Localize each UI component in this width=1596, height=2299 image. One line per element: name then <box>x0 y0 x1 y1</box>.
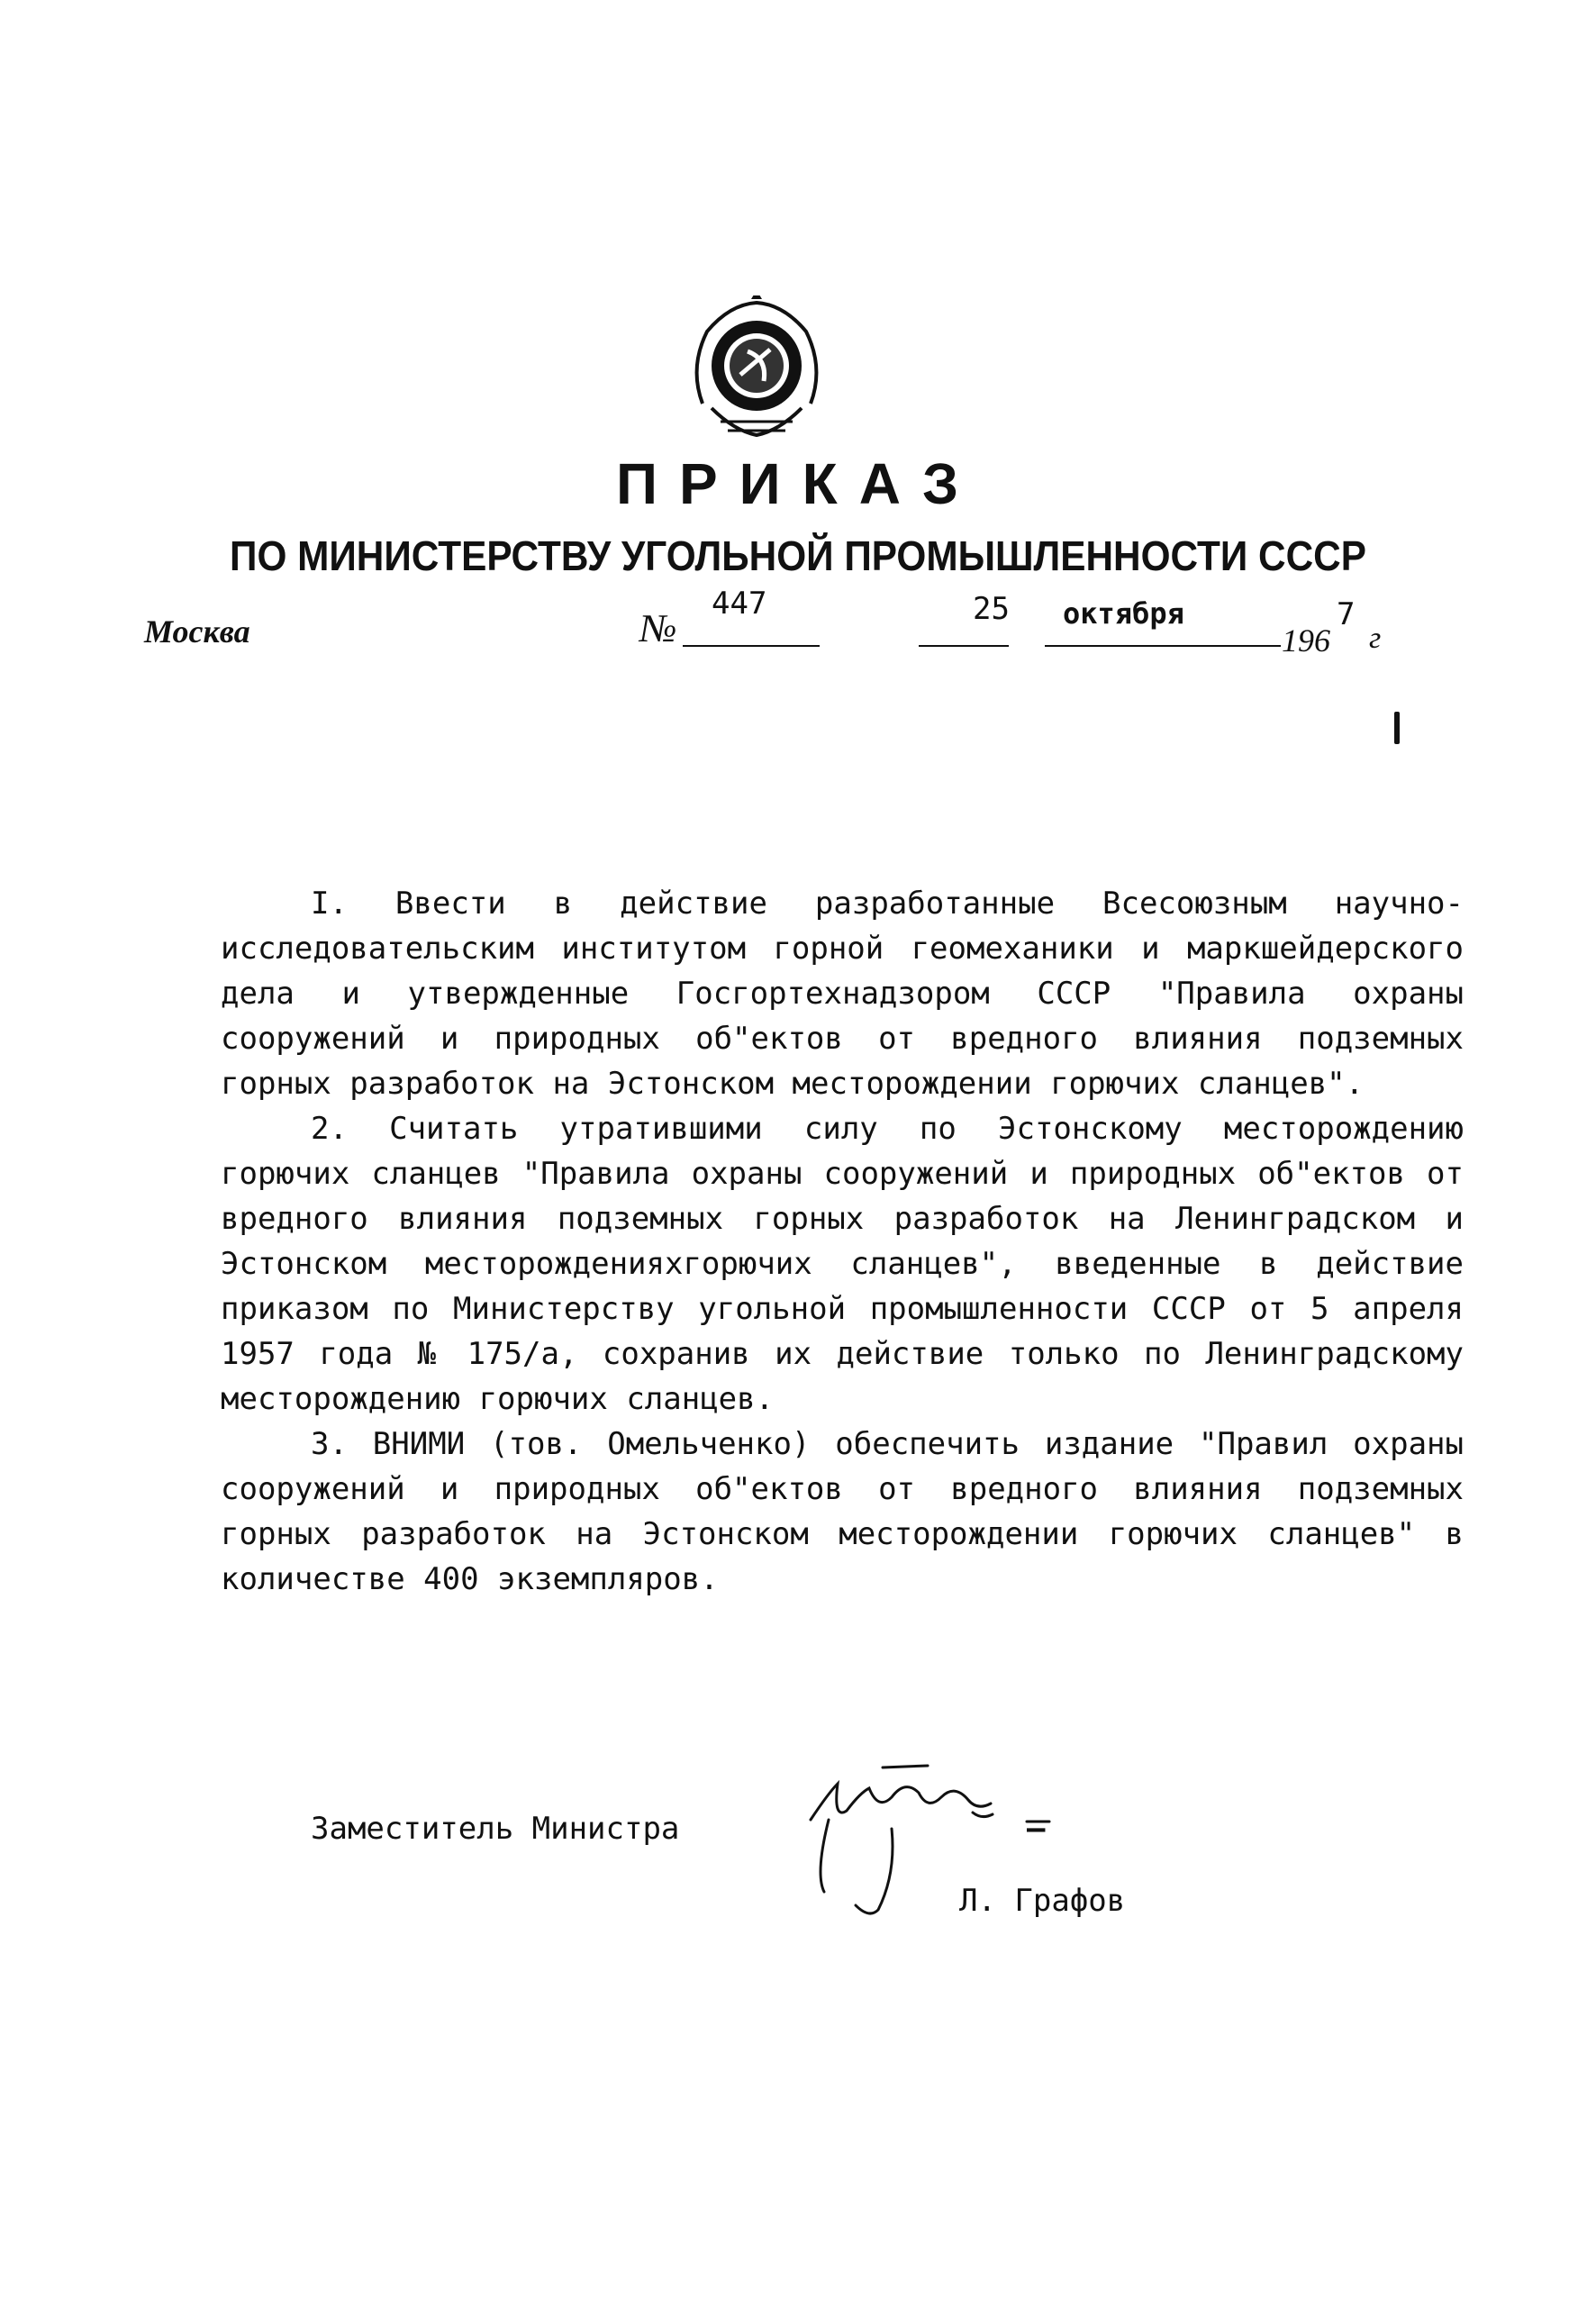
order-item-2: 2. Считать утратившими силу по Эстонскому месторождению горючих сланцев "Правила охраны сооружений и природных об"ектов от вредного влияния подземных горных разработок на Ленинградском и Эстонском месторожденияхгорючих сланцев", введенные в действие приказом по Министерству угольной промышленности СССР от 5 апреля 1957 года № 175/а, сохранив их действие только по Ленинградскому месторождению горючих сланцев. <box>221 1111 1464 1417</box>
page-title: ПРИКАЗ <box>615 451 981 516</box>
signatory-position: Заместитель Министра <box>311 1811 680 1847</box>
year-digit: 7 <box>1337 596 1356 632</box>
order-month: октября <box>1063 596 1184 631</box>
page-subtitle: ПО МИНИСТЕРСТВУ УГОЛЬНОЙ ПРОМЫШЛЕННОСТИ СССР <box>230 532 1366 579</box>
order-item-3: 3. ВНИМИ (тов. Омельченко) обеспечить издание "Правил охраны сооружений и природных об"ектов от вредного влияния подземных горных разработок на Эстонском месторождении горючих сланцев" в количестве 400 экземпляров. <box>221 1426 1464 1597</box>
ussr-coat-of-arms-icon <box>685 295 829 443</box>
order-number: 447 <box>712 586 767 622</box>
order-item-1: I. Ввести в действие разработанные Всесоюзным научно-исследовательским институтом горной геомеханики и маркшейдерского дела и утвержденные Госгортехнадзором СССР "Правила охраны сооружений и природных об"ектов от вредного влияния подземных горных разработок на Эстонском месторождении горючих сланцев". <box>221 886 1464 1102</box>
order-day: 25 <box>973 591 1010 627</box>
number-underline <box>683 645 820 647</box>
margin-mark <box>1394 712 1400 744</box>
signatory-name: Л. Графов <box>959 1883 1126 1919</box>
city-label: Москва <box>144 613 250 650</box>
order-body <box>221 881 1464 1602</box>
year-suffix: г <box>1369 622 1382 655</box>
signature-dash: – <box>1027 1811 1046 1847</box>
month-underline <box>1045 645 1281 647</box>
number-sign-label: № <box>639 606 677 650</box>
day-underline <box>919 645 1009 647</box>
year-prefix: 196 <box>1282 622 1330 659</box>
